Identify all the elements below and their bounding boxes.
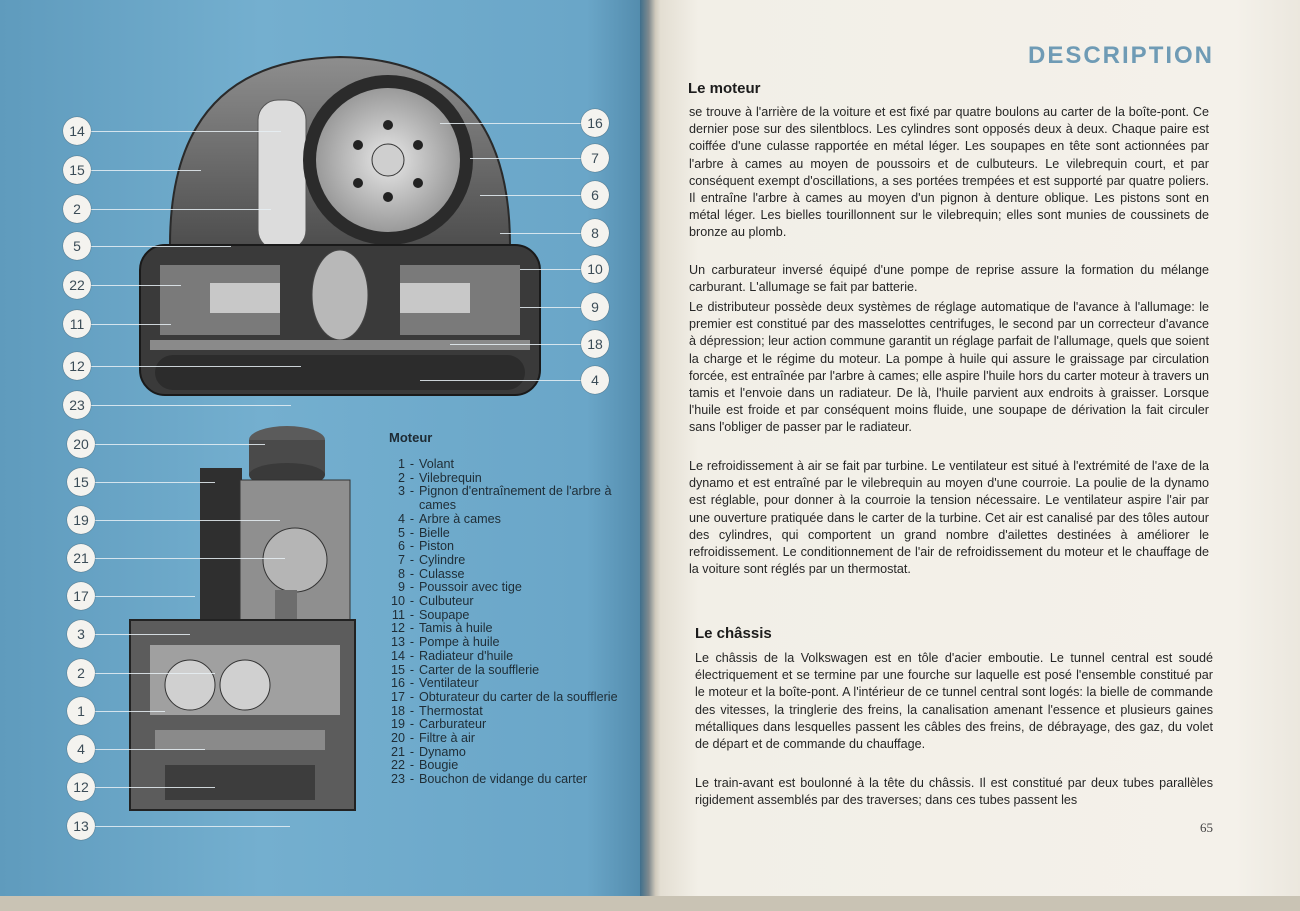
legend-number: 5 [397,525,405,540]
page-bottom-edge [0,896,1300,911]
paragraph-chassis-1: Le châssis de la Volkswagen est en tôle d'acier emboutie. Le tunnel central est soudé électriquement et se termine par une fourche sur laquelle est posé l'ensemble constitué par le moteur et la boîte-pont. A l'intérieur de ce tunnel central sont logés: la bielle de commande des vitesses, la tringlerie des freins, la canalisation amenant l'essence et plusieurs gaines métalliques dans lesquelles passent les câbles des freins, de débrayage, des gaz, du volet de départ et de commande du chauffage. [695,651,1213,752]
leader-line [95,711,165,712]
legend-text: Arbre à cames [419,511,501,526]
callout-13: 13 [67,812,95,840]
callout-12: 12 [67,773,95,801]
legend-text: Soupape [419,607,470,622]
leader-line [95,482,215,483]
engine-side-view-illustration [125,420,370,820]
legend-text: Bougie [419,758,459,773]
callout-20: 20 [67,430,95,458]
callout-2: 2 [67,659,95,687]
parts-legend [380,458,620,787]
legend-text: Poussoir avec tige [419,580,522,595]
legend-dash: - [409,525,415,540]
legend-dash: - [409,772,415,787]
legend-item [380,513,620,527]
legend-text: Bouchon de vidange du carter [419,772,588,787]
legend-text: Culasse [419,566,465,581]
leader-line [95,634,190,635]
callout-8: 8 [581,219,609,247]
callout-11: 11 [63,310,91,338]
legend-number: 15 [390,662,405,677]
paragraph-chassis-2: Le train-avant est boulonné à la tête du châssis. Il est constitué par deux tubes parallèles rigidement assemblés par des traverses; dans ces tubes passent les [695,776,1213,808]
legend-number: 19 [390,717,405,732]
legend-item [380,773,620,787]
legend-number: 22 [390,758,405,773]
legend-number: 7 [397,552,405,567]
legend-dash: - [409,758,415,773]
legend-dash: - [409,689,415,704]
leader-line [95,673,215,674]
legend-text: Filtre à air [419,731,475,746]
legend-item [380,527,620,541]
callout-7: 7 [581,144,609,172]
leader-line [95,826,290,827]
legend-dash: - [409,621,415,636]
legend-item [380,650,620,664]
leader-line [91,209,271,210]
leader-line [520,269,582,270]
legend-number: 12 [390,621,405,636]
legend-number: 13 [390,635,405,650]
legend-item [380,485,620,512]
legend-text: Culbuteur [419,594,474,609]
leader-line [91,170,201,171]
legend-item [380,691,620,705]
legend-dash: - [409,470,415,485]
legend-dash: - [409,552,415,567]
callout-16: 16 [581,109,609,137]
legend-item [380,746,620,760]
callout-17: 17 [67,582,95,610]
leader-line [95,558,285,559]
leader-line [480,195,582,196]
leader-line [91,246,231,247]
legend-item [380,540,620,554]
legend-number: 18 [390,703,405,718]
legend-number: 4 [397,511,405,526]
callout-12: 12 [63,352,91,380]
legend-text: Volant [419,457,455,471]
legend-dash: - [409,607,415,622]
paragraph-moteur-4: Le refroidissement à air se fait par turbine. Le ventilateur est situé à l'extrémité de l'axe de la dynamo et est entraîné par le vilebrequin au moyen d'une courroie. La poulie de la dynamo est réglable, pour donner à la courroie la tension nécessaire. Le ventilateur aspire l'air par une ouverture pratiquée dans le carter de la turbine. Cet air est canalisé par des tôles autour des cylindres, qui comportent un grand nombre d'ailettes destinées à améliorer le refroidissement. Le conditionnement de l'air de refroidissement du moteur et le chauffage de la voiture sont réglés par un thermostat. [689,459,1209,577]
legend-dash: - [409,744,415,759]
legend-number: 2 [397,470,405,485]
legend-dash: - [409,539,415,554]
paragraph-moteur-1: se trouve à l'arrière de la voiture et est fixé par quatre boulons au carter de la boîte-pont. Ce dernier pose sur des silentblocs. Les cylindres sont opposés deux à deux. Chaque paire est coiffée d'une culasse rapportée en métal léger. Les soupapes en tête sont actionnées par l'arbre à cames au moyen de poussoirs et de culbuteurs. Le vilebrequin court, et par conséquent exempt d'oscillations, a ses portées trempées et est supporté par quatre poliers. Il entraîne l'arbre à cames au moyen d'un pignon à denture oblique. Les pistons sont en métal léger. Les bielles tourillonnent sur le vilebrequin; elles sont munies de coussinets de bronze au plomb. [689,105,1209,240]
callout-4: 4 [67,735,95,763]
leader-line [95,444,265,445]
callout-19: 19 [67,506,95,534]
legend-number: 3 [397,484,405,499]
legend-number: 20 [390,731,405,746]
legend-dash: - [409,457,415,471]
legend-text: Cylindre [419,552,466,567]
section-title-chassis: Le châssis [695,625,772,642]
engine-cross-section-illustration [130,55,550,405]
legend-text: Obturateur du carter de la soufflerie [419,689,618,704]
leader-line [95,749,205,750]
legend-text: Dynamo [419,744,466,759]
callout-9: 9 [581,293,609,321]
legend-dash: - [409,731,415,746]
legend-item [380,759,620,773]
legend-item [380,718,620,732]
callout-21: 21 [67,544,95,572]
legend-text: Carter de la soufflerie [419,662,540,677]
legend-item [380,472,620,486]
legend-dash: - [409,484,415,499]
callout-15: 15 [67,468,95,496]
legend-item [380,622,620,636]
legend-number: 9 [397,580,405,595]
leader-line [91,324,171,325]
callout-5: 5 [63,232,91,260]
callout-4: 4 [581,366,609,394]
legend-number: 6 [397,539,405,554]
legend-item [380,554,620,568]
callout-22: 22 [63,271,91,299]
leader-line [470,158,582,159]
callout-14: 14 [63,117,91,145]
legend-item [380,636,620,650]
legend-text: Radiateur d'huile [419,648,514,663]
legend-item [380,609,620,623]
book-gutter [640,0,662,911]
legend-number: 10 [390,594,405,609]
legend-dash: - [409,648,415,663]
legend-item [380,595,620,609]
legend-number: 14 [390,648,405,663]
legend-item [380,732,620,746]
legend-text: Pompe à huile [419,635,500,650]
legend-title: Moteur [389,430,433,445]
leader-line [500,233,582,234]
leader-line [91,285,181,286]
leader-line [520,307,582,308]
legend-number: 23 [390,772,405,787]
legend-text: Thermostat [419,703,483,718]
leader-line [420,380,582,381]
legend-number: 8 [397,566,405,581]
legend-text: Piston [419,539,455,554]
leader-line [95,787,215,788]
page-heading: DESCRIPTION [1028,42,1215,69]
callout-15: 15 [63,156,91,184]
legend-dash: - [409,662,415,677]
legend-dash: - [409,511,415,526]
legend-item [380,677,620,691]
leader-line [91,366,301,367]
paragraph-moteur-2: Un carburateur inversé équipé d'une pompe de reprise assure la formation du mélange carburant. L'allumage se fait par batterie. [689,263,1209,295]
legend-dash: - [409,703,415,718]
page-number: 65 [1200,820,1213,835]
legend-dash: - [409,717,415,732]
legend-text: Tamis à huile [419,621,493,636]
legend-number: 1 [397,457,405,471]
legend-item [380,568,620,582]
legend-text: Vilebrequin [419,470,482,485]
legend-item [380,458,620,472]
leader-line [450,344,582,345]
legend-dash: - [409,566,415,581]
legend-item [380,581,620,595]
legend-item [380,705,620,719]
callout-18: 18 [581,330,609,358]
legend-dash: - [409,676,415,691]
legend-text: Bielle [419,525,450,540]
callout-1: 1 [67,697,95,725]
legend-text: Ventilateur [419,676,479,691]
legend-text: Pignon d'entraînement de l'arbre à cames [419,484,612,513]
legend-dash: - [409,635,415,650]
legend-number: 16 [390,676,405,691]
section-title-moteur: Le moteur [688,80,761,97]
paragraph-moteur-3: Le distributeur possède deux systèmes de réglage automatique de l'avance à l'allumage: le premier est constitué par des masselottes centrifuges, le second par un correcteur d'avance à dépression; leur action commune garantit un réglage parfait de l'allumage, quels que soient la charge et le régime du moteur. La pompe à huile qui assure le graissage par circulation forcée, est entraînée par l'arbre à cames; elle aspire l'huile hors du carter moteur à travers un tamis et l'envoie dans un radiateur. De là, l'huile parvient aux endroits à graisser. Lorsque l'huile est froide et par conséquent moins fluide, une soupape de dérivation la fait circuler sans l'obliger de passer par le radiateur. [689,300,1210,435]
callout-3: 3 [67,620,95,648]
callout-2: 2 [63,195,91,223]
legend-number: 21 [390,744,405,759]
legend-dash: - [409,580,415,595]
legend-text: Carburateur [419,717,487,732]
leader-line [440,123,582,124]
leader-line [95,520,280,521]
legend-number: 11 [391,607,405,622]
leader-line [91,405,291,406]
legend-item [380,664,620,678]
legend-number: 17 [390,689,405,704]
leader-line [95,596,195,597]
callout-10: 10 [581,255,609,283]
legend-dash: - [409,594,415,609]
callout-6: 6 [581,181,609,209]
callout-23: 23 [63,391,91,419]
leader-line [91,131,281,132]
